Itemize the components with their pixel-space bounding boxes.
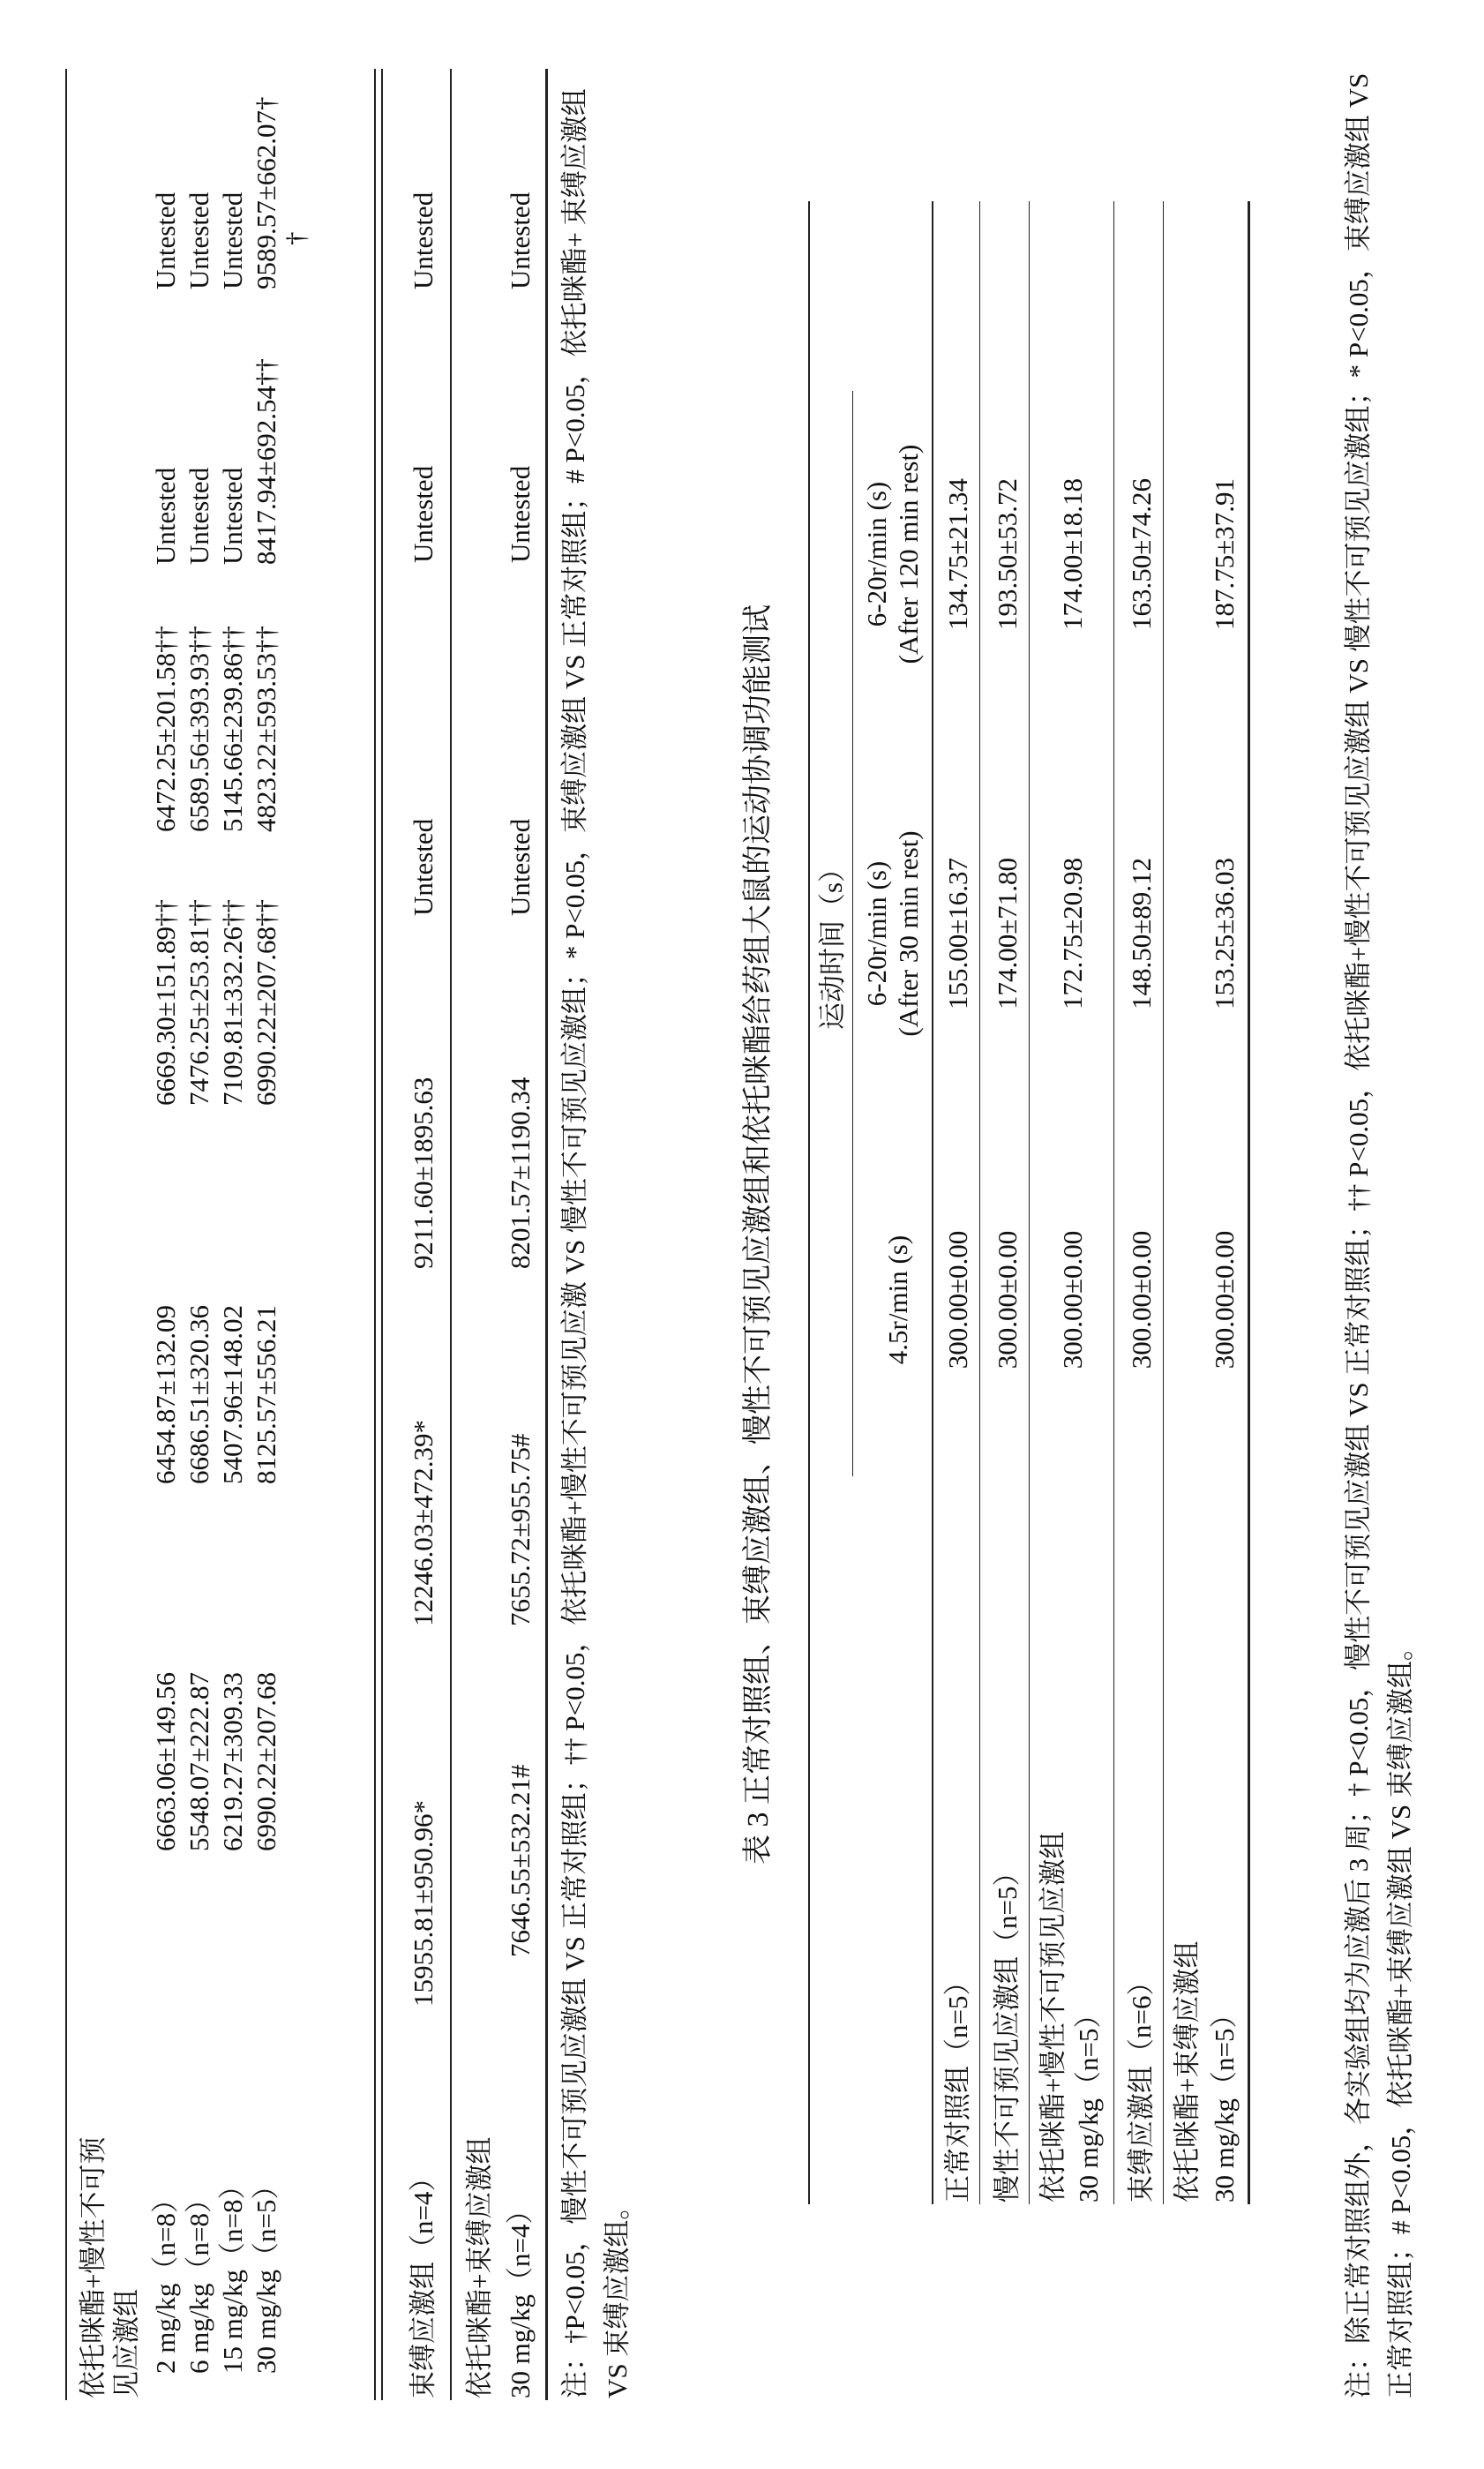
t2-row1-c1: 5548.07±222.87 [184,1671,214,1851]
table3-header-bottom-rule [932,201,933,2204]
table2-rule-row [450,69,452,2400]
t3-row0-rule [979,201,980,2204]
t2-row3-c1: 6990.22±207.68 [251,1671,281,1851]
t3-row2-label-line1: 依托咪酯+慢性不可预见应激组 [1038,1831,1068,2203]
table3-header-subrule [852,391,853,1476]
t2-restraint-c2: 12246.03±472.39* [408,1419,438,1626]
table3-bottom-rule [1248,201,1250,2204]
table3-col1-header: 4.5r/min (s) [882,1234,913,1365]
t3-row2-c2: 172.75±20.98 [1057,858,1088,1010]
t3-row3-c2: 148.50±89.12 [1126,858,1157,1010]
table3-top-rule [808,201,810,2204]
t3-row0-c2: 155.00±16.37 [942,858,973,1010]
t2-row1-c4: 6589.56±393.93†† [184,625,214,832]
t2-row3-label: 30 mg/kg（n=5） [251,2172,281,2374]
t3-row3-c1: 300.00±0.00 [1126,1230,1157,1370]
table2-footnote: 注：†P<0.05，慢性不可预见应激组 VS 正常对照组；†† P<0.05，依托咪酯+慢性不可预见应激 VS 慢性不可预见应激组；* P<0.05，束缚应激组 VS 正常对照组；# P<0.05，依托咪酯+ 束缚应激组 VS 束缚应激组。 [559,88,633,2398]
t3-row4-c3: 187.75±37.91 [1209,478,1240,631]
t2-row3-c2: 8125.57±556.21 [251,1304,281,1484]
t2-row2-c5: Untested [217,467,248,565]
t2-row0-c3: 6669.30±151.89†† [150,898,181,1106]
table3-col2-header-line2: (After 30 min rest) [893,830,924,1037]
table2-top-rule [65,69,67,2400]
t2-group-label-line1: 依托咪酯+慢性不可预 [78,2136,109,2398]
t2-row2-c4: 5145.66±239.86†† [217,625,248,832]
t2-group-label-line2: 见应激组 [111,2289,142,2398]
t3-row2-rule [1113,201,1114,2204]
t3-row1-c2: 174.00±71.80 [992,858,1023,1010]
table3-col2-header-line1: 6-20r/min (s) [861,860,892,1007]
t3-row4-label-line2: 30 mg/kg（n=5） [1209,2000,1240,2203]
t2-row0-c2: 6454.87±132.09 [150,1304,181,1484]
t2-row2-label: 15 mg/kg（n=8） [217,2172,248,2374]
t2-combo-c3: 8201.57±1190.34 [505,1077,536,1269]
t3-row1-c1: 300.00±0.00 [992,1230,1023,1370]
t2-row3-c6: 9589.57±662.07† [251,96,281,289]
t2-row0-c6: Untested [150,191,181,289]
t2-restraint-c5: Untested [408,465,438,563]
t2-restraint-c4: Untested [408,818,438,916]
t2-restraint-c1: 15955.81±950.96* [408,1799,438,2007]
t2-row1-c2: 6686.51±320.36 [184,1304,214,1484]
t2-row0-c4: 6472.25±201.58†† [150,625,181,832]
t3-row3-label: 束缚应激组（n=6） [1126,1968,1157,2203]
t2-combo-c6: Untested [505,191,536,289]
t3-row2-c1: 300.00±0.00 [1057,1230,1088,1370]
t2-row2-c3: 7109.81±332.26†† [217,898,248,1106]
table3-col3-header-line1: 6-20r/min (s) [861,481,892,627]
t2-row2-c6: Untested [217,191,248,289]
t2-row0-c1: 6663.06±149.56 [150,1671,181,1851]
t2-combo-c2: 7655.72±955.75# [505,1433,536,1626]
t3-row2-c3: 174.00±18.18 [1057,478,1088,631]
t2-row1-c3: 7476.25±253.81†† [184,898,214,1106]
table3-footnote: 注：除正常对照组外，各实验组均为应激后 3 周；† P<0.05，慢性不可预见应激组 VS 正常对照组；†† P<0.05，依托咪酯+慢性不可预见应激组 VS 慢性不可预见应激组；* P<0.05，束缚应激组 VS 正常对照组；# P<0.05，依托咪酯+束缚应激组 VS 束缚应激组。 [1343,72,1416,2398]
t3-row0-c1: 300.00±0.00 [942,1230,973,1370]
t3-row4-c2: 153.25±36.03 [1209,858,1240,1010]
t2-combo-label-line1: 依托咪酯+束缚应激组 [464,2136,495,2398]
t2-row1-label: 6 mg/kg（n=8） [184,2186,214,2374]
table3-title: 表 3 正常对照组、束缚应激组、慢性不可预见应激组和依托咪酯给药组大鼠的运动协调功能测试 [742,604,775,1865]
t2-combo-c5: Untested [505,465,536,563]
t3-row1-label: 慢性不可预见应激组（n=5） [992,1858,1023,2203]
t2-row0-label: 2 mg/kg（n=8） [150,2186,181,2374]
t3-row0-label: 正常对照组（n=5） [942,1968,973,2203]
t3-row3-c3: 163.50±74.26 [1126,478,1157,631]
t2-row1-c6: Untested [184,191,214,289]
t2-row2-c2: 5407.96±148.02 [217,1304,248,1484]
t2-restraint-c3: 9211.60±1895.63 [408,1077,438,1269]
t2-restraint-c6: Untested [408,191,438,289]
table3-header-group: 运动时间（s） [817,854,848,1031]
t2-combo-c4: Untested [505,818,536,916]
t2-row3-c4: 4823.22±593.53†† [251,625,281,832]
t3-row1-rule [1029,201,1030,2204]
t3-row0-c3: 134.75±21.34 [942,478,973,631]
t3-row1-c3: 193.50±53.72 [992,478,1023,631]
t2-row3-c5: 8417.94±692.54†† [251,357,281,565]
t2-row2-c1: 6219.27±309.33 [217,1671,248,1851]
table3-col3-header-line2: (After 120 min rest) [893,444,924,664]
table2-rule-mid2 [381,69,383,2400]
t2-row0-c5: Untested [150,467,181,565]
t3-row4-c1: 300.00±0.00 [1209,1230,1240,1370]
table2-rule-mid1 [374,69,376,2400]
table2-bottom-rule [545,69,548,2400]
t2-row1-c5: Untested [184,467,214,565]
t2-combo-label-line2: 30 mg/kg（n=4） [505,2196,536,2398]
t2-restraint-label: 束缚应激组（n=4） [408,2164,438,2398]
t3-row2-label-line2: 30 mg/kg（n=5） [1073,2000,1104,2203]
t2-combo-c1: 7646.55±532.21# [505,1764,536,1957]
t2-row3-c3: 6990.22±207.68†† [251,898,281,1106]
t3-row3-rule [1163,201,1164,2204]
t2-row3-c6-overflow: † [281,231,311,245]
t3-row4-label-line1: 依托咪酯+束缚应激组 [1172,1940,1203,2203]
